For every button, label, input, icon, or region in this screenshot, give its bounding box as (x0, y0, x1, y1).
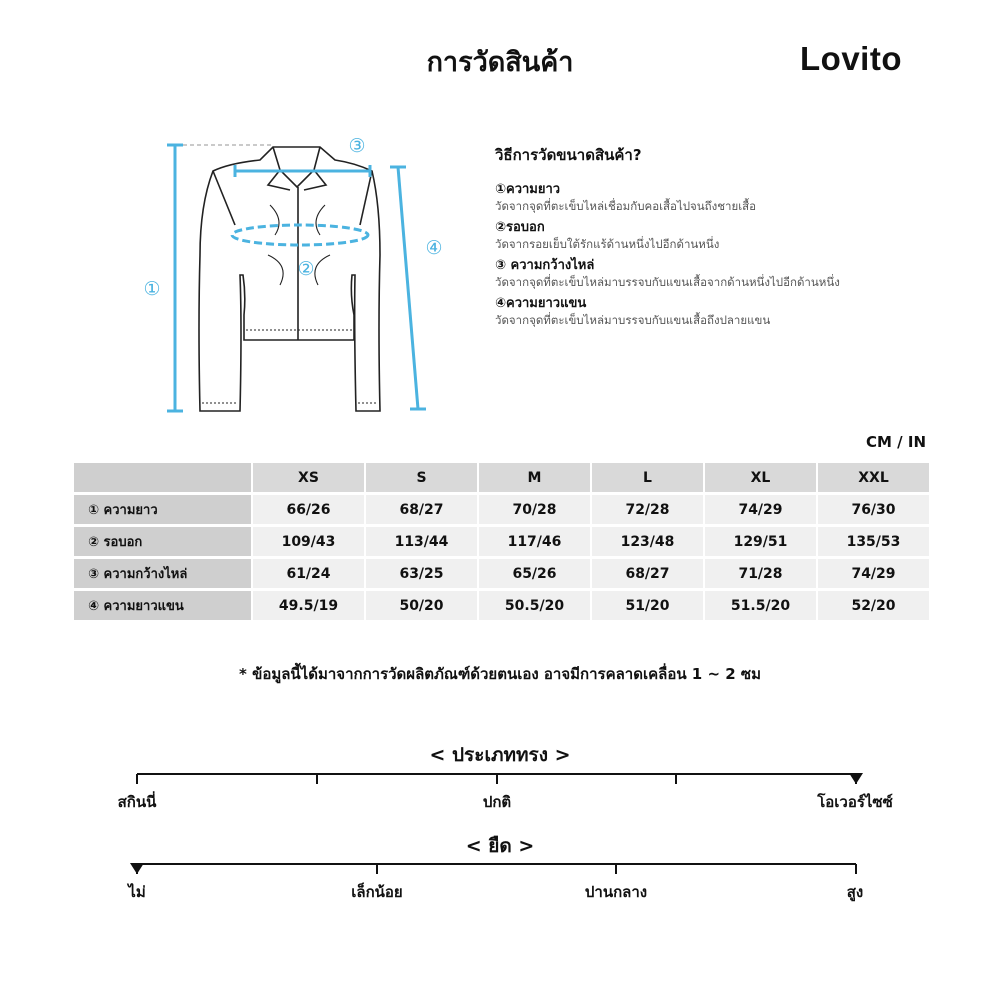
table-cell: 70/28 (479, 495, 590, 524)
marker-chest: ② (297, 258, 315, 280)
table-cell: 61/24 (253, 559, 364, 588)
table-cell: 135/53 (818, 527, 929, 556)
marker-length: ① (143, 278, 161, 300)
stretch-tick (615, 864, 617, 874)
table-cell: 68/27 (366, 495, 477, 524)
table-cell: 109/43 (253, 527, 364, 556)
table-cell: 74/29 (705, 495, 816, 524)
fit-tick (675, 774, 677, 784)
instruction-heading-length: ①ความยาว (495, 182, 561, 197)
table-corner-cell (74, 463, 251, 492)
table-row (74, 591, 929, 620)
stretch-label-high: สูง (846, 883, 864, 901)
instruction-desc-shoulder: วัดจากจุดที่ตะเข็บไหล่มาบรรจบกับแขนเสื้อจากด้านหนึ่งไปอีกด้านหนึ่ง (495, 275, 840, 289)
table-cell: 65/26 (479, 559, 590, 588)
size-header: S (366, 463, 477, 492)
table-cell: 123/48 (592, 527, 703, 556)
fit-label-oversize: โอเวอร์ไซซ์ (817, 793, 893, 811)
table-cell: 129/51 (705, 527, 816, 556)
measure-instructions (495, 143, 975, 333)
measurement-note: * ข้อมูลนี้ได้มาจากการวัดผลิตภัณฑ์ด้วยตนเอง อาจมีการคลาดเคลื่อน 1 ~ 2 ซม (239, 665, 761, 683)
table-cell: 66/26 (253, 495, 364, 524)
table-cell: 74/29 (818, 559, 929, 588)
row-label: ② รอบอก (74, 527, 251, 556)
instruction-desc-sleeve: วัดจากจุดที่ตะเข็บไหล่มาบรรจบกับแขนเสื้อถึงปลายแขน (495, 313, 771, 327)
stretch-label-slight: เล็กน้อย (351, 883, 403, 901)
table-cell: 50/20 (366, 591, 477, 620)
table-cell: 52/20 (818, 591, 929, 620)
stretch-selected-marker-icon (130, 863, 144, 874)
stretch-scale-title: < ยืด > (465, 835, 535, 857)
table-row (74, 495, 929, 524)
fit-scale-title: < ประเภททรง > (429, 744, 571, 766)
row-label: ④ ความยาวแขน (74, 591, 251, 620)
table-cell: 63/25 (366, 559, 477, 588)
instruction-heading-chest: ②รอบอก (495, 220, 545, 235)
instruction-heading-sleeve: ④ความยาวแขน (495, 296, 587, 311)
page-title: การวัดสินค้า (426, 47, 574, 78)
table-cell: 76/30 (818, 495, 929, 524)
chest-line (232, 225, 368, 245)
instruction-desc-length: วัดจากจุดที่ตะเข็บไหล่เชื่อมกับคอเสื้อไปจนถึงชายเสื้อ (495, 199, 757, 213)
size-table (72, 460, 931, 623)
table-cell: 51/20 (592, 591, 703, 620)
stretch-label-medium: ปานกลาง (584, 883, 648, 901)
stretch-tick (376, 864, 378, 874)
table-row (74, 559, 929, 588)
size-header: XXL (818, 463, 929, 492)
table-cell: 50.5/20 (479, 591, 590, 620)
fit-label-skinny: สกินนี่ (117, 793, 157, 811)
fit-label-regular: ปกติ (482, 793, 512, 811)
stretch-label-none: ไม่ (128, 883, 146, 901)
table-cell: 113/44 (366, 527, 477, 556)
table-cell: 72/28 (592, 495, 703, 524)
size-header: L (592, 463, 703, 492)
marker-sleeve: ④ (425, 237, 443, 259)
marker-shoulder: ③ (348, 135, 366, 157)
size-header: XL (705, 463, 816, 492)
instruction-desc-chest: วัดจากรอยเย็บใต้รักแร้ด้านหนึ่งไปอีกด้านหนึ่ง (495, 237, 720, 251)
unit-label: CM / IN (866, 433, 926, 451)
row-label: ③ ความกว้างไหล่ (74, 559, 251, 588)
size-header: XS (253, 463, 364, 492)
fit-tick (136, 774, 138, 784)
table-header-row (74, 463, 929, 492)
garment-measurement-illustration (140, 125, 460, 425)
instruction-heading-shoulder: ③ ความกว้างไหล่ (495, 258, 595, 273)
row-label: ① ความยาว (74, 495, 251, 524)
table-cell: 68/27 (592, 559, 703, 588)
brand-logo: Lovito (800, 40, 902, 77)
table-cell: 117/46 (479, 527, 590, 556)
shirt-drawing (199, 147, 380, 411)
table-cell: 49.5/19 (253, 591, 364, 620)
sleeve-line (398, 167, 418, 409)
table-row (74, 527, 929, 556)
stretch-scale-line (137, 863, 856, 865)
table-cell: 71/28 (705, 559, 816, 588)
fit-selected-marker-icon (849, 773, 863, 784)
fit-tick (496, 774, 498, 784)
fit-tick (316, 774, 318, 784)
table-cell: 51.5/20 (705, 591, 816, 620)
stretch-tick (855, 864, 857, 874)
size-header: M (479, 463, 590, 492)
instructions-question: วิธีการวัดขนาดสินค้า? (495, 146, 642, 164)
